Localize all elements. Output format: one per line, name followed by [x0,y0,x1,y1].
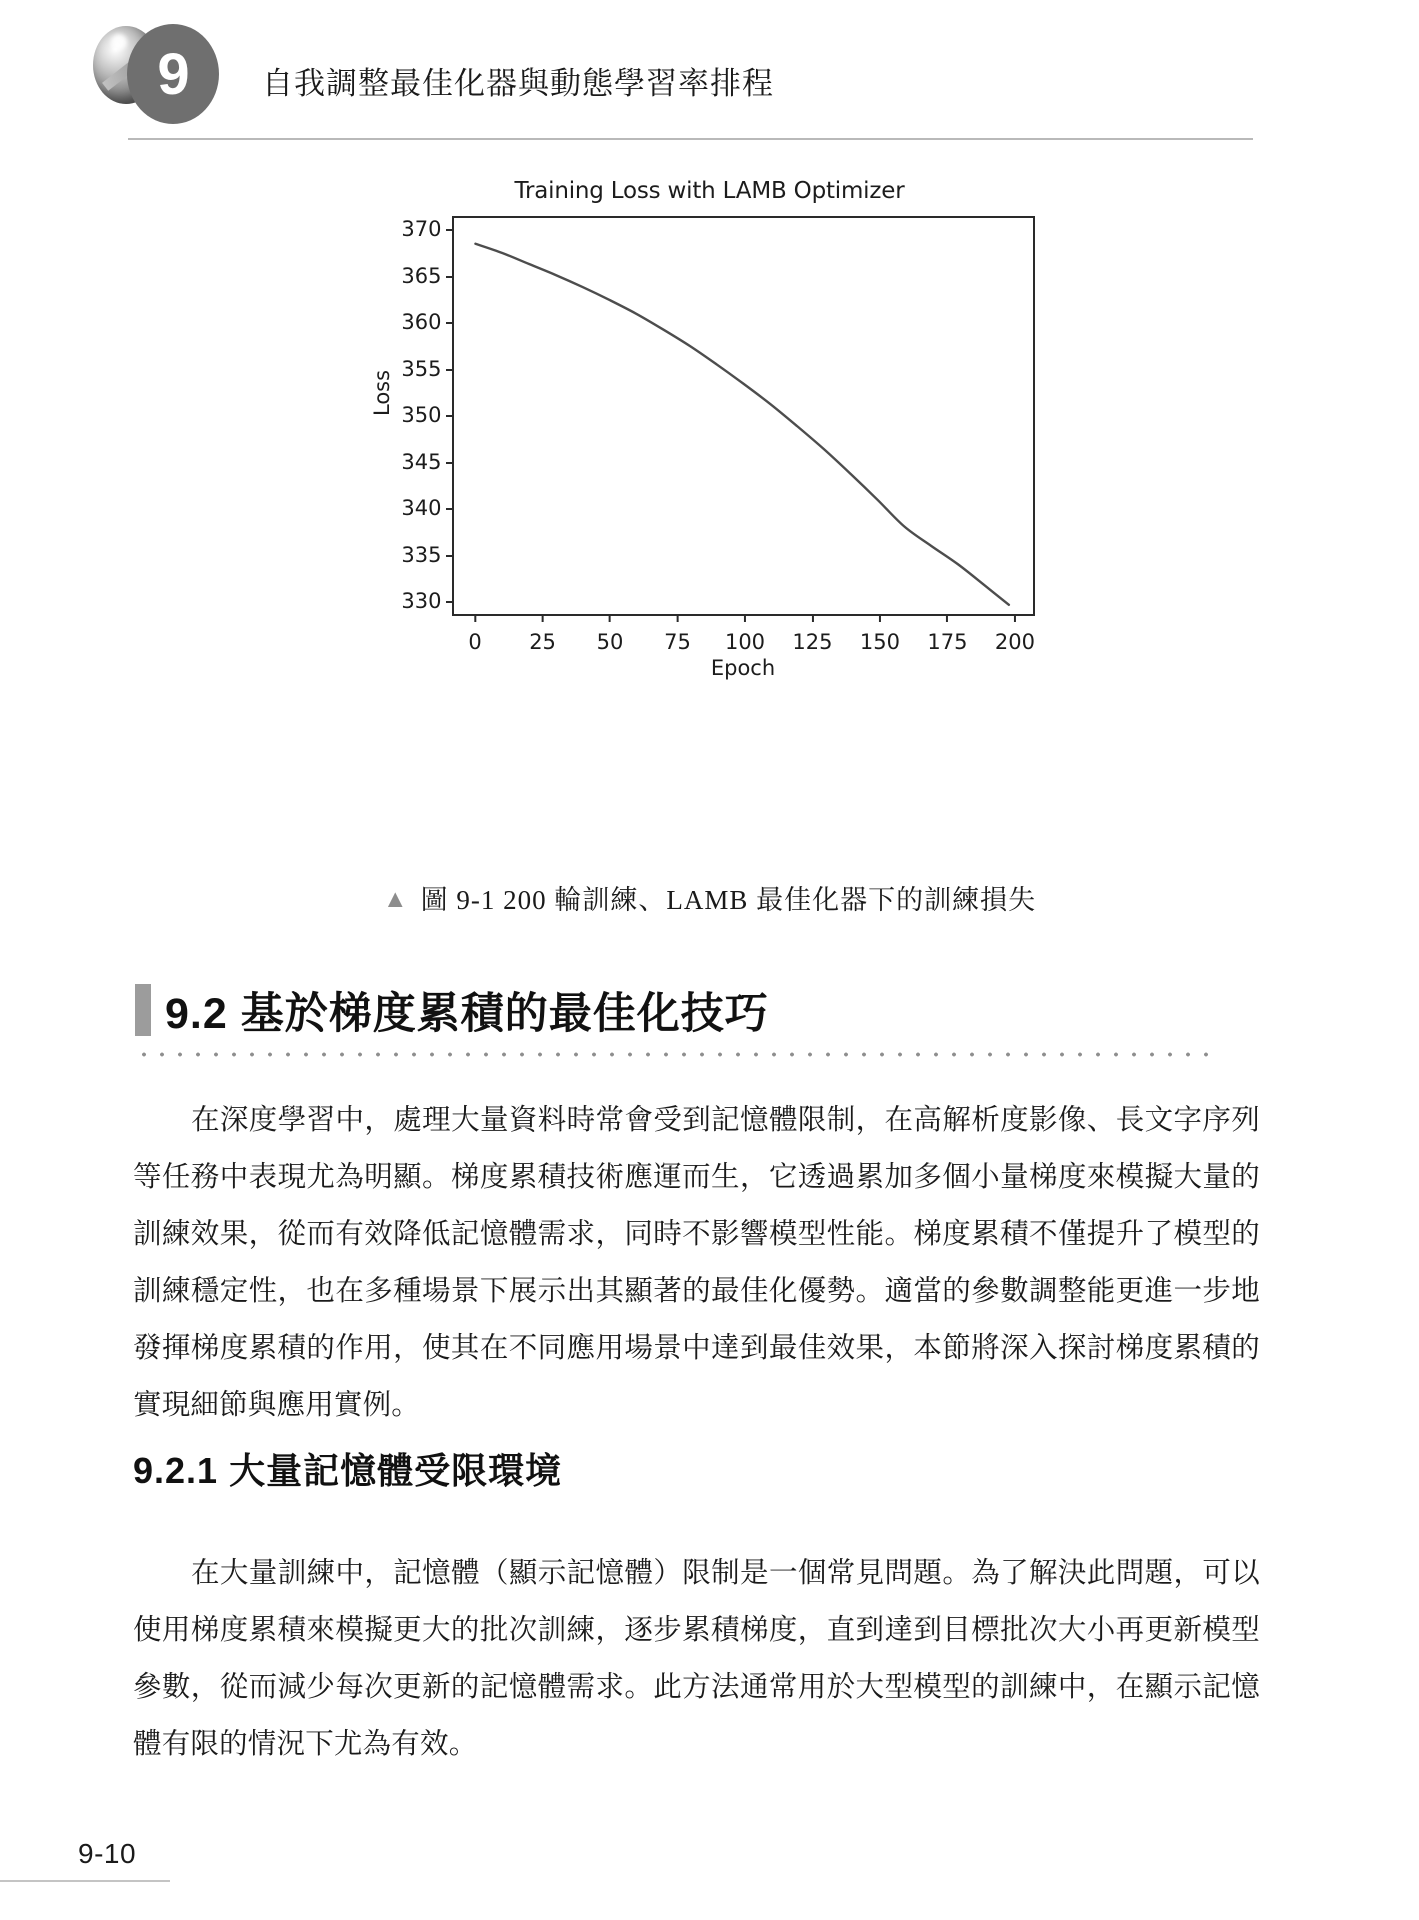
chart-x-tick: 50 [597,614,624,654]
chart-x-tick: 25 [529,614,556,654]
section-heading-dotted-rule [135,1052,1220,1057]
chart-x-tick: 75 [664,614,691,654]
section-heading-block [165,980,1255,1041]
chart-y-tick: 335 [401,543,453,567]
subsection-paragraph: 在大量訓練中，記憶體（顯示記憶體）限制是一個常見問題。為了解決此問題，可以使用梯度累積來模擬更大的批次訓練，逐步累積梯度，直到達到目標批次大小再更新模型參數，從而減少每次更新的記憶體需求。此方法通常用於大型模型的訓練中，在顯示記憶體有限的情況下尤為有效。 [133,1558,1260,1760]
page-number: 9-10 [78,1838,137,1869]
loss-curve [454,218,1033,614]
subsection-heading: 9.2.1 大量記憶體受限環境 [133,1450,563,1491]
chapter-number-badge: 9 [127,24,219,124]
chart-y-tick: 340 [401,496,453,520]
section-heading-bar [135,984,151,1036]
section-heading: 9.2 基於梯度累積的最佳化技巧 [165,990,769,1038]
chart-y-tick: 365 [401,264,453,288]
chart-y-tick: 330 [401,589,453,613]
chart-y-axis-label: Loss [369,369,394,416]
chart-title: Training Loss with LAMB Optimizer [514,178,905,204]
chart-x-tick: 200 [995,614,1035,654]
chart-x-tick: 175 [927,614,967,654]
footer-divider [0,1880,170,1882]
chart-y-tick: 355 [401,357,453,381]
chart-y-tick: 345 [401,450,453,474]
chart-x-tick: 125 [792,614,832,654]
chart-y-tick: 370 [401,217,453,241]
chart-x-tick: 100 [725,614,765,654]
running-header [0,0,1419,140]
header-divider [128,138,1253,140]
chart-x-axis-label: Epoch [710,656,776,680]
chart-x-tick: 150 [860,614,900,654]
figure-caption [0,878,1419,917]
chart-x-tick: 0 [468,614,481,654]
caption-triangle-icon: ▲ [382,886,409,913]
subsection-heading-block [133,1443,562,1494]
page-title: 自我調整最佳化器與動態學習率排程 [262,66,774,101]
section-paragraph: 在深度學習中，處理大量資料時常會受到記憶體限制，在高解析度影像、長文字序列等任務中表現尤為明顯。梯度累積技術應運而生，它透過累加多個小量梯度來模擬大量的訓練效果，從而有效降低記憶體需求，同時不影響模型性能。梯度累積不僅提升了模型的訓練穩定性，也在多種場景下展示出其顯著的最佳化優勢。適當的參數調整能更進一步地發揮梯度累積的作用，使其在不同應用場景中達到最佳效果，本節將深入探討梯度累積的實現細節與應用實例。 [133,1105,1260,1421]
caption-text: 圖 9-1 200 輪訓練、LAMB 最佳化器下的訓練損失 [420,885,1037,915]
chart-plot-area [401,216,1035,654]
chart-y-tick: 360 [401,310,453,334]
chart-y-tick: 350 [401,403,453,427]
training-loss-chart [360,178,1060,698]
figure-9-1 [0,178,1419,915]
